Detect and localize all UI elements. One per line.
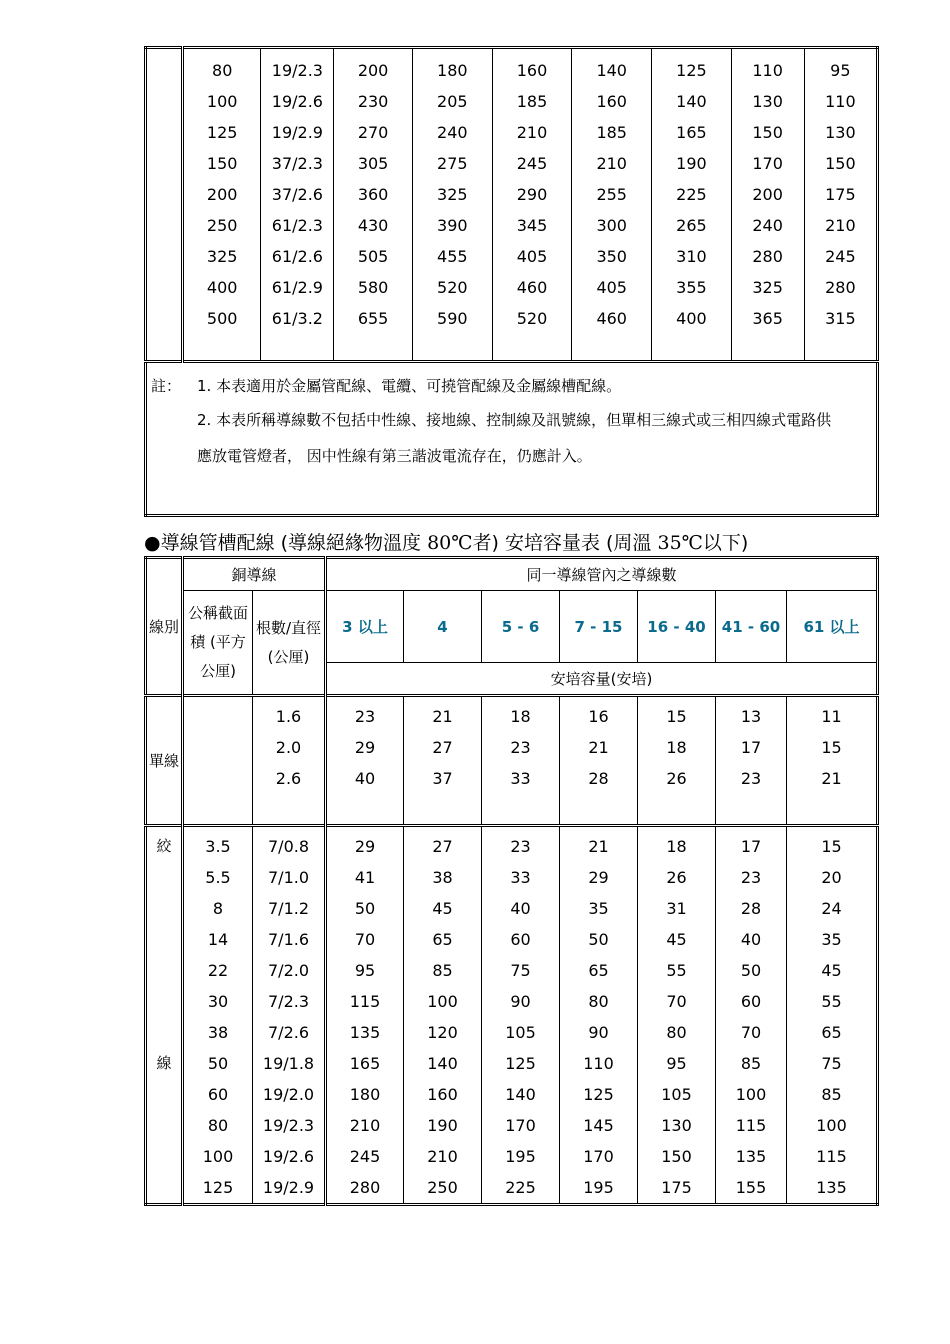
table-cell: 17 [740, 738, 762, 757]
group-header-16-40: 16 - 40 [638, 591, 716, 663]
table-cell: 655 [357, 309, 389, 328]
table-cell: 65 [588, 961, 609, 980]
table-cell: 355 [676, 278, 707, 297]
table-cell: 125 [583, 1085, 614, 1104]
table-cell: 85 [740, 1054, 762, 1073]
table-cell: 65 [432, 930, 453, 949]
table-cell: 200 [752, 185, 783, 204]
table-cell: 45 [432, 899, 453, 918]
table-cell: 24 [821, 899, 842, 918]
table1-col-amp-3 [492, 48, 571, 362]
heading-part-3: 以下) [702, 532, 749, 554]
table-cell: 80 [207, 1116, 229, 1135]
table-cell: 15 [666, 707, 687, 726]
note-2b: 應放電管燈者， 因中性線有第三諧波電流存在，仍應計入。 [197, 447, 592, 465]
table-cell: 140 [596, 61, 627, 80]
table-cell: 7/1.2 [268, 899, 310, 918]
table-cell: 140 [676, 92, 707, 111]
table-cell: 360 [357, 185, 389, 204]
table-cell: 61/2.9 [271, 278, 323, 297]
heading-part-1: 導線管槽配線 (導線絕緣物溫度 [160, 532, 428, 554]
table1-notes [146, 362, 878, 516]
table-cell: 170 [505, 1116, 536, 1135]
table-cell: 20 [821, 868, 842, 887]
table-cell: 45 [666, 930, 687, 949]
table-cell: 80 [588, 992, 609, 1011]
table-cell: 245 [349, 1147, 381, 1166]
table-cell: 27 [432, 738, 453, 757]
table-cell: 225 [676, 185, 707, 204]
table-cell: 19/2.6 [271, 92, 323, 111]
table-cell: 37/2.6 [271, 185, 323, 204]
single-amp-col-4 [560, 696, 638, 826]
table1-col-amp-6 [731, 48, 804, 362]
table-cell: 50 [740, 961, 762, 980]
table-cell: 38 [432, 868, 453, 887]
table-cell: 520 [437, 278, 468, 297]
group-header-4: 4 [404, 591, 482, 663]
table-cell: 125 [202, 1178, 234, 1197]
table-cell: 100 [427, 992, 458, 1011]
group-header-41-60: 41 - 60 [716, 591, 787, 663]
single-area-col [183, 696, 253, 826]
table-cell: 130 [752, 92, 783, 111]
table-cell: 460 [516, 278, 548, 297]
table-cell: 190 [676, 154, 707, 173]
table-cell: 2.0 [275, 738, 302, 757]
table-cell: 21 [588, 738, 609, 757]
table-cell: 80 [212, 61, 233, 80]
table-cell: 400 [206, 278, 238, 297]
table-cell: 165 [349, 1054, 381, 1073]
table-cell: 110 [752, 61, 783, 80]
table-cell: 60 [207, 1085, 229, 1104]
table-cell: 160 [596, 92, 627, 111]
note-label: 註： [151, 377, 182, 395]
table-cell: 140 [505, 1085, 536, 1104]
table-cell: 160 [427, 1085, 458, 1104]
table-cell: 45 [821, 961, 842, 980]
table-cell: 29 [354, 738, 376, 757]
table-cell: 115 [816, 1147, 847, 1166]
table-cell: 40 [510, 899, 531, 918]
single-amp-col-1 [326, 696, 404, 826]
table-cell: 90 [588, 1023, 609, 1042]
table-cell: 125 [676, 61, 707, 80]
table-cell: 33 [510, 769, 531, 788]
table-cell: 170 [752, 154, 783, 173]
table-cell: 95 [666, 1054, 687, 1073]
table-cell: 180 [437, 61, 468, 80]
table-cell: 430 [357, 216, 389, 235]
group-header-3-plus: 3 以上 [326, 591, 404, 663]
table-cell: 55 [666, 961, 687, 980]
stranded-amp-col-6 [716, 826, 787, 1205]
table-cell: 125 [505, 1054, 536, 1073]
table-cell: 50 [207, 1054, 229, 1073]
table-cell: 185 [596, 123, 627, 142]
table-cell: 75 [821, 1054, 842, 1073]
table-cell: 240 [752, 216, 783, 235]
table-cell: 185 [516, 92, 548, 111]
stranded-label-bottom: 線 [156, 1054, 172, 1072]
table-cell: 18 [510, 707, 531, 726]
stranded-amp-col-2 [404, 826, 482, 1205]
table-cell: 23 [510, 738, 531, 757]
table-cell: 125 [206, 123, 238, 142]
table-cell: 230 [357, 92, 389, 111]
table-cell: 40 [740, 930, 762, 949]
table-cell: 19/2.3 [271, 61, 323, 80]
table-cell: 95 [830, 61, 851, 80]
table-cell: 37 [432, 769, 453, 788]
copper-header: 銅導線 [183, 558, 326, 591]
table-cell: 18 [666, 738, 687, 757]
table-cell: 7/2.3 [268, 992, 310, 1011]
table-cell: 19/1.8 [262, 1054, 315, 1073]
table-cell: 19/2.9 [271, 123, 323, 142]
table-cell: 100 [206, 92, 238, 111]
table-cell: 38 [207, 1023, 229, 1042]
table-cell: 145 [583, 1116, 614, 1135]
table-cell: 40 [354, 769, 376, 788]
table-cell: 210 [349, 1116, 381, 1135]
table-cell: 400 [676, 309, 707, 328]
conduit-ampacity-table [144, 556, 879, 1206]
table-cell: 26 [666, 868, 687, 887]
table1-data-row [146, 48, 878, 362]
table-cell: 23 [740, 868, 762, 887]
table-cell: 460 [596, 309, 627, 328]
single-diameter-col [253, 696, 326, 826]
table-cell: 18 [666, 837, 687, 856]
table-cell: 520 [516, 309, 548, 328]
single-amp-col-5 [638, 696, 716, 826]
table-cell: 105 [505, 1023, 536, 1042]
single-amp-col-3 [482, 696, 560, 826]
ampacity-table-continued [144, 46, 879, 517]
table-cell: 95 [354, 961, 376, 980]
table-cell: 150 [206, 154, 238, 173]
table-cell: 210 [825, 216, 856, 235]
table-cell: 31 [666, 899, 687, 918]
table-cell: 29 [354, 837, 376, 856]
table-cell: 35 [821, 930, 842, 949]
table-cell: 85 [821, 1085, 842, 1104]
table-cell: 120 [427, 1023, 458, 1042]
table1-col-amp-1 [334, 48, 412, 362]
table-cell: 280 [825, 278, 856, 297]
table-cell: 210 [427, 1147, 458, 1166]
table-cell: 280 [349, 1178, 381, 1197]
single-amp-col-6 [716, 696, 787, 826]
table-cell: 13 [740, 707, 762, 726]
table-cell: 365 [752, 309, 783, 328]
table-cell: 65 [821, 1023, 842, 1042]
table-cell: 150 [752, 123, 783, 142]
table-cell: 33 [510, 868, 531, 887]
table-cell: 345 [516, 216, 548, 235]
strands-header: 根數/直徑 (公厘) [253, 591, 326, 696]
table-cell: 23 [510, 837, 531, 856]
heading-part-2: 者) 安培容量表 (周溫 [472, 532, 658, 554]
table-cell: 61/2.3 [271, 216, 323, 235]
table-cell: 70 [666, 992, 687, 1011]
table-cell: 505 [357, 247, 389, 266]
table-cell: 5.5 [205, 868, 231, 887]
table-cell: 61/2.6 [271, 247, 323, 266]
table-cell: 75 [510, 961, 531, 980]
table-cell: 405 [516, 247, 548, 266]
table-cell: 115 [349, 992, 381, 1011]
table-cell: 310 [676, 247, 707, 266]
table1-col-amp-4 [572, 48, 652, 362]
table-cell: 110 [583, 1054, 614, 1073]
single-wire-section [146, 696, 878, 826]
table-cell: 21 [821, 769, 842, 788]
note-1: 1. 本表適用於金屬管配線、電纜、可撓管配線及金屬線槽配線。 [197, 377, 622, 395]
table-cell: 19/2.9 [262, 1178, 315, 1197]
table-cell: 28 [740, 899, 762, 918]
table-cell: 150 [661, 1147, 692, 1166]
stranded-wire-section [146, 826, 878, 1205]
table-cell: 100 [735, 1085, 767, 1104]
table-cell: 270 [357, 123, 389, 142]
table-cell: 8 [212, 899, 224, 918]
stranded-amp-col-4 [560, 826, 638, 1205]
table1-col-amp-7 [804, 48, 877, 362]
table-cell: 275 [437, 154, 468, 173]
table-cell: 350 [596, 247, 627, 266]
stranded-label-top: 絞 [156, 837, 172, 855]
table-cell: 500 [206, 309, 238, 328]
table1-notes-row [146, 362, 878, 516]
table-cell: 27 [432, 837, 453, 856]
table-cell: 255 [596, 185, 627, 204]
table-cell: 17 [740, 837, 762, 856]
table-cell: 200 [357, 61, 389, 80]
table1-col-amp-2 [412, 48, 492, 362]
table-cell: 175 [661, 1178, 692, 1197]
note-2a: 2. 本表所稱導線數不包括中性線、接地線、控制線及訊號線，但單相三線式或三相四線式電路供 [197, 411, 832, 429]
conductor-count-header: 同一導線管內之導線數 [326, 558, 878, 591]
table-cell: 155 [735, 1178, 767, 1197]
bullet-icon: ● [144, 532, 161, 554]
table-cell: 85 [432, 961, 453, 980]
table-cell: 28 [588, 769, 609, 788]
table-cell: 115 [735, 1116, 767, 1135]
table-cell: 250 [427, 1178, 458, 1197]
table1-col-amp-5 [652, 48, 731, 362]
table-cell: 455 [437, 247, 468, 266]
table-cell: 105 [661, 1085, 692, 1104]
table-cell: 225 [505, 1178, 536, 1197]
table-cell: 19/2.0 [262, 1085, 315, 1104]
table-cell: 240 [437, 123, 468, 142]
table-cell: 2.6 [275, 769, 302, 788]
table-cell: 70 [740, 1023, 762, 1042]
stranded-area-col [183, 826, 253, 1205]
table-cell: 250 [206, 216, 238, 235]
table-cell: 130 [661, 1116, 692, 1135]
table-cell: 100 [202, 1147, 234, 1166]
table-cell: 22 [207, 961, 229, 980]
table-cell: 245 [825, 247, 856, 266]
table-cell: 1.6 [275, 707, 302, 726]
table-cell: 175 [825, 185, 856, 204]
table-cell: 325 [206, 247, 238, 266]
table-cell: 3.5 [205, 837, 231, 856]
group-header-7-15: 7 - 15 [560, 591, 638, 663]
stranded-amp-col-1 [326, 826, 404, 1205]
table-cell: 325 [437, 185, 468, 204]
single-amp-col-2 [404, 696, 482, 826]
table-cell: 135 [735, 1147, 767, 1166]
table-cell: 41 [354, 868, 376, 887]
table1-blank-column [146, 48, 183, 362]
table-cell: 23 [354, 707, 376, 726]
type-header: 線別 [146, 558, 183, 696]
table-cell: 300 [596, 216, 627, 235]
stranded-amp-col-7 [787, 826, 878, 1205]
header-row-2 [146, 591, 878, 663]
header-row-1 [146, 558, 878, 591]
table-cell: 290 [516, 185, 548, 204]
table-cell: 90 [510, 992, 531, 1011]
table-cell: 19/2.3 [262, 1116, 315, 1135]
table-cell: 61/3.2 [271, 309, 323, 328]
group-header-61-plus: 61 以上 [787, 591, 878, 663]
single-wire-label: 單線 [146, 696, 183, 826]
stranded-strands-col [253, 826, 326, 1205]
table-cell: 7/2.6 [268, 1023, 310, 1042]
table-cell: 15 [821, 738, 842, 757]
heading-temp-2: 35℃ [657, 532, 703, 554]
table-cell: 7/1.0 [268, 868, 310, 887]
table-cell: 29 [588, 868, 609, 887]
stranded-wire-label [146, 826, 183, 1205]
table-cell: 195 [505, 1147, 536, 1166]
section-heading [144, 528, 748, 555]
table-cell: 140 [427, 1054, 458, 1073]
table-cell: 160 [516, 61, 548, 80]
table1-col-area [183, 48, 261, 362]
table-cell: 165 [676, 123, 707, 142]
table-cell: 200 [206, 185, 238, 204]
table-cell: 7/0.8 [268, 837, 310, 856]
table-cell: 315 [825, 309, 856, 328]
table-cell: 110 [825, 92, 856, 111]
table1-col-strands [261, 48, 334, 362]
table-cell: 15 [821, 837, 842, 856]
table-cell: 23 [740, 769, 762, 788]
group-header-5-6: 5 - 6 [482, 591, 560, 663]
table-cell: 135 [349, 1023, 381, 1042]
table-cell: 19/2.6 [262, 1147, 315, 1166]
table-cell: 590 [437, 309, 468, 328]
table-cell: 16 [588, 707, 609, 726]
table-cell: 305 [357, 154, 389, 173]
table-cell: 50 [588, 930, 609, 949]
table-cell: 60 [740, 992, 762, 1011]
stranded-amp-col-5 [638, 826, 716, 1205]
heading-temp-1: 80℃ [427, 532, 473, 554]
table-cell: 405 [596, 278, 627, 297]
table-cell: 14 [207, 930, 229, 949]
table-cell: 21 [432, 707, 453, 726]
table-cell: 30 [207, 992, 229, 1011]
table-cell: 325 [752, 278, 783, 297]
table-cell: 390 [437, 216, 468, 235]
table-cell: 280 [752, 247, 783, 266]
ampacity-header: 安培容量(安培) [326, 663, 878, 696]
table-cell: 100 [816, 1116, 847, 1135]
table-cell: 7/1.6 [268, 930, 310, 949]
table-cell: 7/2.0 [268, 961, 310, 980]
table-cell: 130 [825, 123, 856, 142]
stranded-amp-col-3 [482, 826, 560, 1205]
table-cell: 80 [666, 1023, 687, 1042]
table-cell: 170 [583, 1147, 614, 1166]
area-header: 公稱截面積 (平方公厘) [183, 591, 253, 696]
table-cell: 55 [821, 992, 842, 1011]
table-cell: 60 [510, 930, 531, 949]
table-cell: 195 [583, 1178, 614, 1197]
table-cell: 205 [437, 92, 468, 111]
table-cell: 35 [588, 899, 609, 918]
table-cell: 37/2.3 [271, 154, 323, 173]
table-cell: 11 [821, 707, 842, 726]
table-cell: 150 [825, 154, 856, 173]
table-cell: 265 [676, 216, 707, 235]
table-cell: 180 [349, 1085, 381, 1104]
table-cell: 210 [596, 154, 627, 173]
table-cell: 210 [516, 123, 548, 142]
table-cell: 26 [666, 769, 687, 788]
table-cell: 135 [816, 1178, 847, 1197]
single-amp-col-7 [787, 696, 878, 826]
table-cell: 50 [354, 899, 376, 918]
table-cell: 21 [588, 837, 609, 856]
table-cell: 245 [516, 154, 548, 173]
table-cell: 190 [427, 1116, 458, 1135]
table-cell: 70 [354, 930, 376, 949]
table-cell: 580 [357, 278, 389, 297]
